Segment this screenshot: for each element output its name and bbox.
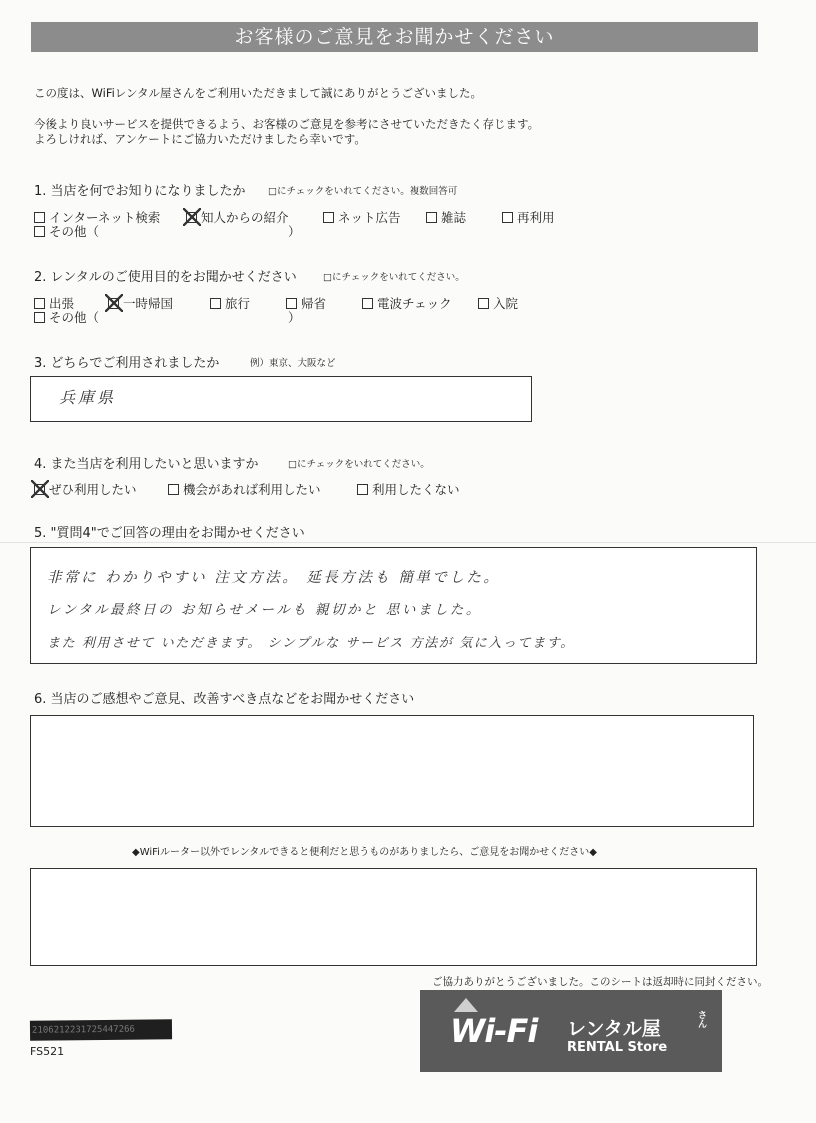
q1-option[interactable]: インターネット検索 bbox=[34, 208, 160, 226]
intro-line-3: よろしければ、アンケートにご協力いただけましたら幸いです。 bbox=[34, 132, 366, 146]
checkbox-icon[interactable] bbox=[210, 298, 221, 309]
checkbox-icon[interactable] bbox=[426, 212, 437, 223]
question-2-title: 2. レンタルのご使用目的をお聞かせください bbox=[34, 270, 297, 285]
q4-option[interactable]: ぜひ利用したい bbox=[34, 480, 137, 498]
logo-wifi-text: Wi-Fi bbox=[450, 1012, 538, 1050]
question-5-title: 5. "質問4"でご回答の理由をお聞かせください bbox=[34, 526, 305, 541]
q2-option[interactable]: 出張 bbox=[34, 294, 74, 312]
logo-jp-text: レンタル屋 bbox=[567, 1018, 661, 1040]
q2-other-close: ） bbox=[288, 310, 301, 325]
intro-line-2: 今後より良いサービスを提供できるよう、お客様のご意見を参考にさせていただきたく存じます。 bbox=[34, 117, 540, 131]
question-2-note: □にチェックをいれてください。 bbox=[323, 272, 465, 283]
q1-option[interactable]: ネット広告 bbox=[323, 208, 401, 226]
page-title: お客様のご意見をお聞かせください bbox=[31, 22, 758, 52]
q5-handwritten-line: レンタル最終日の お知らせメールも 親切かと 思いました。 bbox=[47, 602, 482, 618]
q5-handwritten-line: また 利用させて いただきます。 シンプルな サービス 方法が 気に入ってます。 bbox=[47, 636, 575, 651]
form-code: FS521 bbox=[30, 1045, 65, 1058]
q4-option[interactable]: 利用したくない bbox=[357, 480, 460, 498]
checkbox-icon[interactable] bbox=[34, 226, 45, 237]
checkbox-icon[interactable] bbox=[357, 484, 368, 495]
q2-option[interactable]: 帰省 bbox=[286, 294, 326, 312]
q2-option[interactable]: 一時帰国 bbox=[108, 294, 173, 312]
question-4-title: 4. また当店を利用したいと思いますか bbox=[34, 457, 259, 472]
q1-option[interactable]: 知人からの紹介 bbox=[186, 208, 289, 226]
checked-checkbox-icon[interactable] bbox=[186, 212, 197, 223]
q1-option-other[interactable]: その他（ bbox=[34, 222, 99, 240]
q2-option[interactable]: 入院 bbox=[478, 294, 518, 312]
q3-handwritten-answer: 兵庫県 bbox=[59, 388, 117, 407]
checkbox-icon[interactable] bbox=[362, 298, 373, 309]
question-7-title: ◆WiFiルーター以外でレンタルできると便利だと思うものがありましたら、ご意見をお聞かせください◆ bbox=[132, 847, 597, 858]
q6-answer-box[interactable] bbox=[30, 715, 754, 827]
q5-handwritten-line: 非常に わかりやすい 注文方法。 延長方法も 簡単でした。 bbox=[47, 570, 501, 586]
q2-option[interactable]: 旅行 bbox=[210, 294, 250, 312]
checked-checkbox-icon[interactable] bbox=[108, 298, 119, 309]
q2-option[interactable]: 電波チェック bbox=[362, 294, 452, 312]
q5-answer-box[interactable] bbox=[30, 547, 757, 664]
q4-option[interactable]: 機会があれば利用したい bbox=[168, 480, 321, 498]
q1-option[interactable]: 雑誌 bbox=[426, 208, 466, 226]
intro-line-1: この度は、WiFiレンタル屋さんをご利用いただきまして誠にありがとうございました。 bbox=[34, 86, 483, 100]
q2-option-other[interactable]: その他（ bbox=[34, 308, 99, 326]
checkbox-icon[interactable] bbox=[34, 312, 45, 323]
q1-option[interactable]: 再利用 bbox=[502, 208, 555, 226]
question-1-note: □にチェックをいれてください。複数回答可 bbox=[268, 186, 458, 197]
checkbox-icon[interactable] bbox=[168, 484, 179, 495]
logo-en-text: RENTAL Store bbox=[567, 1040, 668, 1055]
checked-checkbox-icon[interactable] bbox=[34, 484, 45, 495]
question-3-note: 例）東京、大阪など bbox=[250, 358, 336, 369]
q7-answer-box[interactable] bbox=[30, 868, 757, 966]
checkbox-icon[interactable] bbox=[323, 212, 334, 223]
q1-other-close: ） bbox=[288, 224, 301, 239]
question-1-title: 1. 当店を何でお知りになりましたか bbox=[34, 184, 246, 199]
checkbox-icon[interactable] bbox=[502, 212, 513, 223]
question-4-note: □にチェックをいれてください。 bbox=[288, 459, 430, 470]
q3-answer-box[interactable] bbox=[30, 376, 532, 422]
question-3-title: 3. どちらでご利用されましたか bbox=[34, 356, 220, 371]
wifi-rental-logo bbox=[420, 990, 722, 1072]
checkbox-icon[interactable] bbox=[478, 298, 489, 309]
logo-san-text: さん bbox=[698, 1011, 708, 1030]
redacted-barcode: 2106212231725447266 bbox=[30, 1019, 172, 1040]
question-6-title: 6. 当店のご感想やご意見、改善すべき点などをお聞かせください bbox=[34, 692, 415, 707]
thanks-note: ご協力ありがとうございました。このシートは返却時に同封ください。 bbox=[432, 976, 768, 988]
crown-icon bbox=[454, 998, 478, 1012]
paper-fold-line bbox=[0, 542, 816, 543]
